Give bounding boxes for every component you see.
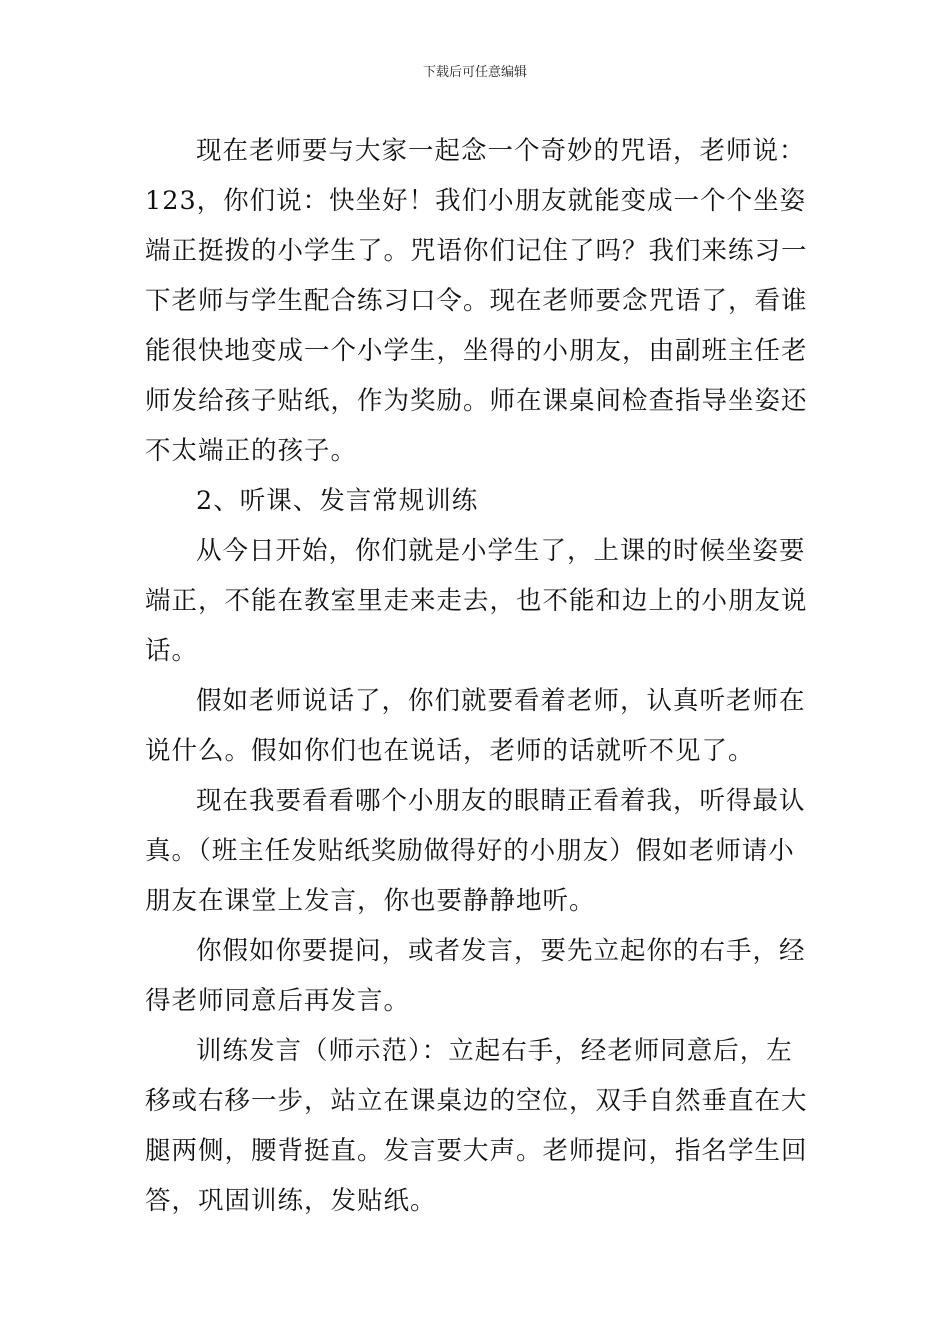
page-header-note: 下载后可任意编辑 (422, 65, 527, 80)
paragraph-eyes-on-me: 现在我要看看哪个小朋友的眼睛正看着我，听得最认真。（班主任发贴纸奖励做得好的小朋友）假如老师请小朋友在课堂上发言，你也要静静地听。 (145, 786, 806, 916)
paragraph-raise-hand: 你假如你要提问，或者发言，要先立起你的右手，经得老师同意后再发言。 (145, 936, 806, 1016)
paragraph-from-today: 从今日开始，你们就是小学生了，上课的时候坐姿要端正，不能在教室里走来走去，也不能和边上的小朋友说话。 (145, 536, 808, 666)
paragraph-incantation: 现在老师要与大家一起念一个奇妙的咒语，老师说：123，你们说：快坐好！我们小朋友就能变成一个个坐姿端正挺拨的小学生了。咒语你们记住了吗？我们来练习一下老师与学生配合练习口令。现在老师要念咒语了，看谁能很快地变成一个小学生，坐得的小朋友，由副班主任老师发给孩子贴纸，作为奖励。师在课桌间检查指导坐姿还不太端正的孩子。 (145, 136, 808, 466)
paragraph-teacher-speaking: 假如老师说话了，你们就要看着老师，认真听老师在说什么。假如你们也在说话，老师的话就听不见了。 (145, 686, 806, 766)
section-heading-listening-speaking: 2、听课、发言常规训练 (196, 486, 479, 516)
document-body (145, 126, 810, 1226)
paragraph-speaking-practice: 训练发言（师示范）：立起右手，经老师同意后，左移或右移一步，站立在课桌边的空位，双手自然垂直在大腿两侧，腰背挺直。发言要大声。老师提问，指名学生回答，巩固训练，发贴纸。 (145, 1036, 808, 1216)
